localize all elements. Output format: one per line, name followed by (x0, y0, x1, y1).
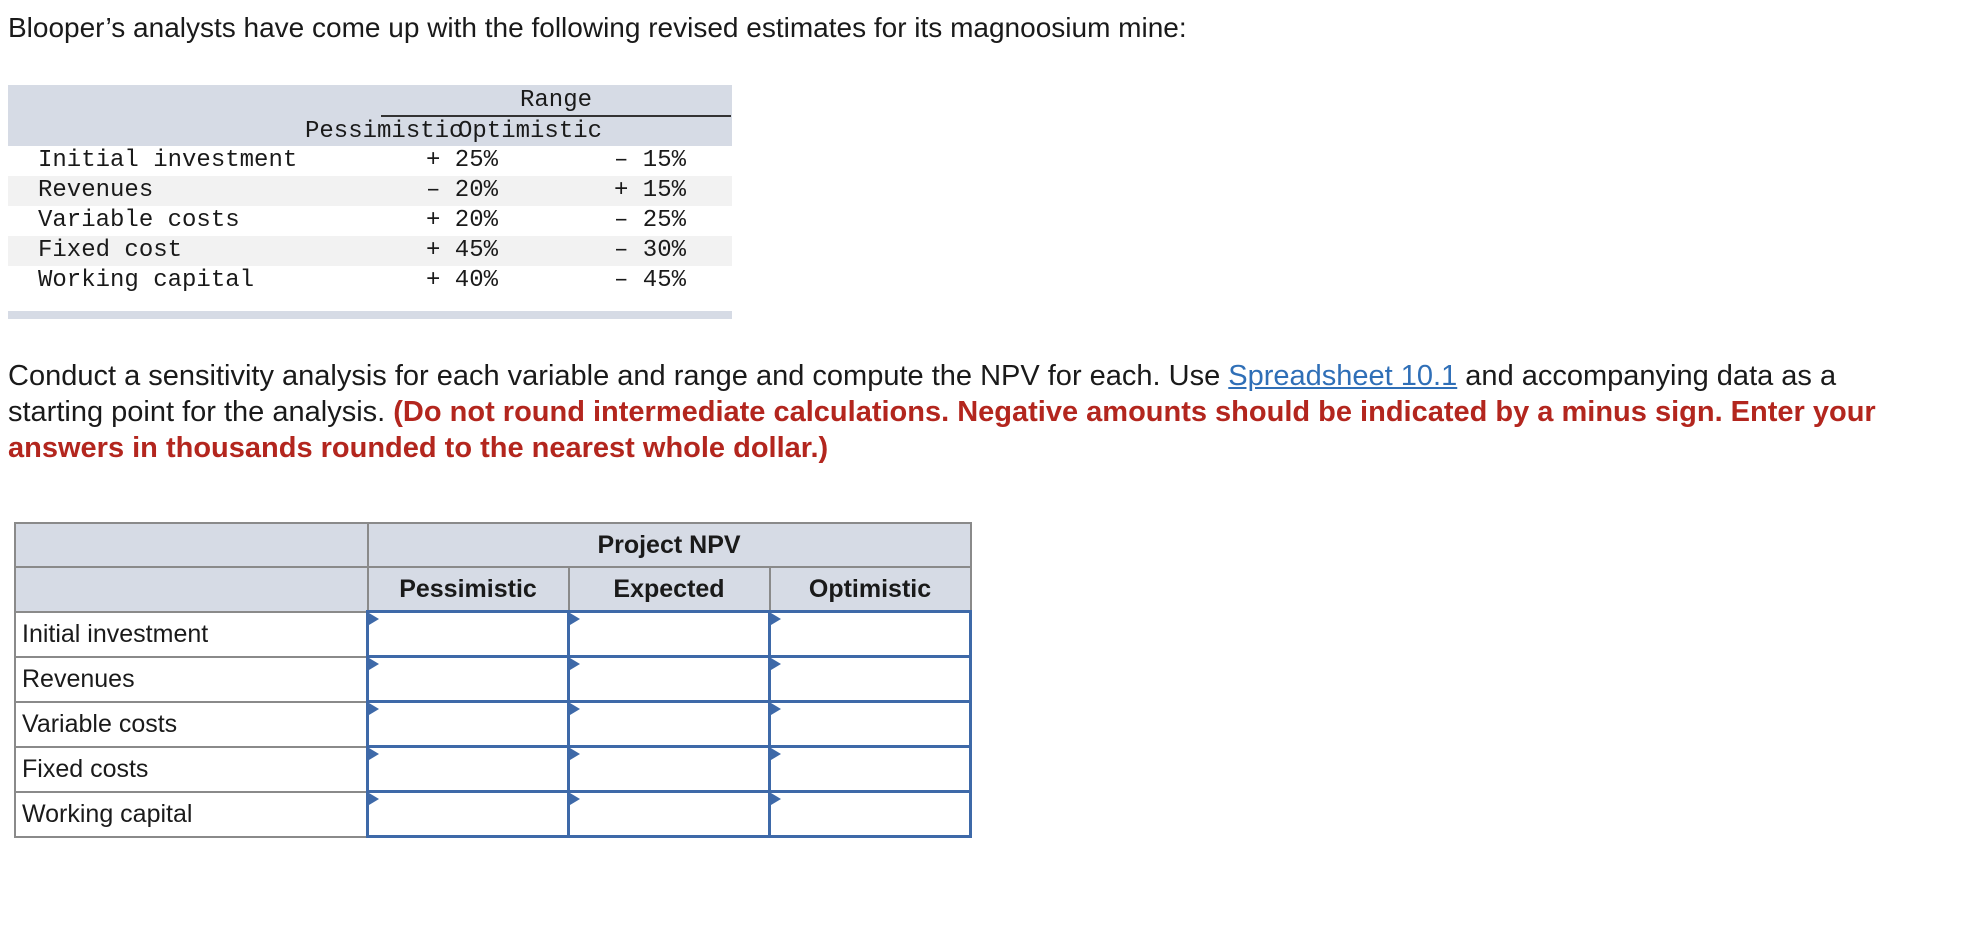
range-row-label: Variable costs (38, 207, 240, 234)
input-cell[interactable] (569, 612, 770, 657)
input-cell[interactable] (770, 702, 971, 747)
question-text (8, 358, 1938, 466)
input-cell[interactable] (770, 747, 971, 792)
input-cell[interactable] (368, 657, 569, 702)
range-row (8, 146, 732, 176)
range-footer-band (8, 311, 732, 319)
input-cell[interactable] (569, 702, 770, 747)
range-row-pessimistic: + 20% (426, 207, 499, 234)
col-header-expected: Expected (569, 567, 770, 612)
npv-input-working-capital-optimistic[interactable] (771, 793, 969, 835)
input-cell[interactable] (368, 747, 569, 792)
range-divider (381, 115, 731, 117)
row-label-variable-costs: Variable costs (15, 702, 368, 747)
range-row (8, 176, 732, 206)
table-row (15, 657, 971, 702)
input-cell[interactable] (569, 657, 770, 702)
row-label-revenues: Revenues (15, 657, 368, 702)
range-row-optimistic: – 15% (614, 147, 687, 174)
corner-header (15, 523, 368, 567)
col-header-optimistic: Optimistic (770, 567, 971, 612)
table-row (15, 792, 971, 837)
npv-input-revenues-pessimistic[interactable] (369, 658, 567, 700)
instruction-note: (Do not round intermediate calculations. Negative amounts should be indicated by a minus sign. Enter your answers in thousands rounded to the nearest whole dollar.) (8, 396, 1876, 464)
row-label-working-capital: Working capital (15, 792, 368, 837)
range-title: Range (519, 87, 592, 114)
npv-input-fixed-costs-pessimistic[interactable] (369, 748, 567, 790)
range-row-label: Fixed cost (38, 237, 183, 264)
project-npv-header: Project NPV (368, 523, 971, 567)
range-row-pessimistic: + 25% (426, 147, 499, 174)
npv-input-variable-costs-expected[interactable] (570, 703, 768, 745)
table-row (15, 612, 971, 657)
range-row (8, 266, 732, 296)
range-row-optimistic: – 45% (614, 267, 687, 294)
range-row-pessimistic: + 45% (426, 237, 499, 264)
question-text-before: Conduct a sensitivity analysis for each variable and range and compute the NPV for each. Use (8, 360, 1229, 392)
npv-input-variable-costs-pessimistic[interactable] (369, 703, 567, 745)
question-text-after: and accompanying data as a starting point for the analysis. (8, 360, 1837, 428)
col-header-pessimistic: Pessimistic (368, 567, 569, 612)
range-row-pessimistic: + 40% (426, 267, 499, 294)
intro-text: Blooper’s analysts have come up with the following revised estimates for its magnoosium mine: (8, 12, 1187, 43)
range-col-pessimistic: Pessimistic (305, 118, 464, 145)
npv-input-revenues-optimistic[interactable] (771, 658, 969, 700)
npv-input-initial-investment-pessimistic[interactable] (369, 613, 567, 655)
range-row-optimistic: – 30% (614, 237, 687, 264)
range-row-pessimistic: – 20% (426, 177, 499, 204)
row-label-fixed-costs: Fixed costs (15, 747, 368, 792)
corner-subheader (15, 567, 368, 612)
table-row (15, 747, 971, 792)
range-table (8, 85, 732, 319)
npv-input-revenues-expected[interactable] (570, 658, 768, 700)
npv-input-variable-costs-optimistic[interactable] (771, 703, 969, 745)
input-cell[interactable] (770, 792, 971, 837)
input-cell[interactable] (368, 702, 569, 747)
npv-answer-table (14, 522, 972, 838)
npv-input-initial-investment-expected[interactable] (570, 613, 768, 655)
npv-input-fixed-costs-expected[interactable] (570, 748, 768, 790)
range-row-optimistic: – 25% (614, 207, 687, 234)
input-cell[interactable] (770, 612, 971, 657)
range-row-label: Revenues (38, 177, 154, 204)
input-cell[interactable] (770, 657, 971, 702)
input-cell[interactable] (368, 792, 569, 837)
range-col-optimistic: Optimistic (458, 118, 603, 145)
input-cell[interactable] (569, 792, 770, 837)
npv-input-working-capital-expected[interactable] (570, 793, 768, 835)
range-row (8, 206, 732, 236)
table-row (15, 702, 971, 747)
range-row-label: Working capital (38, 267, 255, 294)
range-row (8, 236, 732, 266)
input-cell[interactable] (368, 612, 569, 657)
range-row-label: Initial investment (38, 147, 298, 174)
npv-input-initial-investment-optimistic[interactable] (771, 613, 969, 655)
spreadsheet-link[interactable]: Spreadsheet 10.1 (1228, 360, 1458, 392)
npv-input-working-capital-pessimistic[interactable] (369, 793, 567, 835)
npv-input-fixed-costs-optimistic[interactable] (771, 748, 969, 790)
input-cell[interactable] (569, 747, 770, 792)
row-label-initial-investment: Initial investment (15, 612, 368, 657)
range-row-optimistic: + 15% (614, 177, 687, 204)
